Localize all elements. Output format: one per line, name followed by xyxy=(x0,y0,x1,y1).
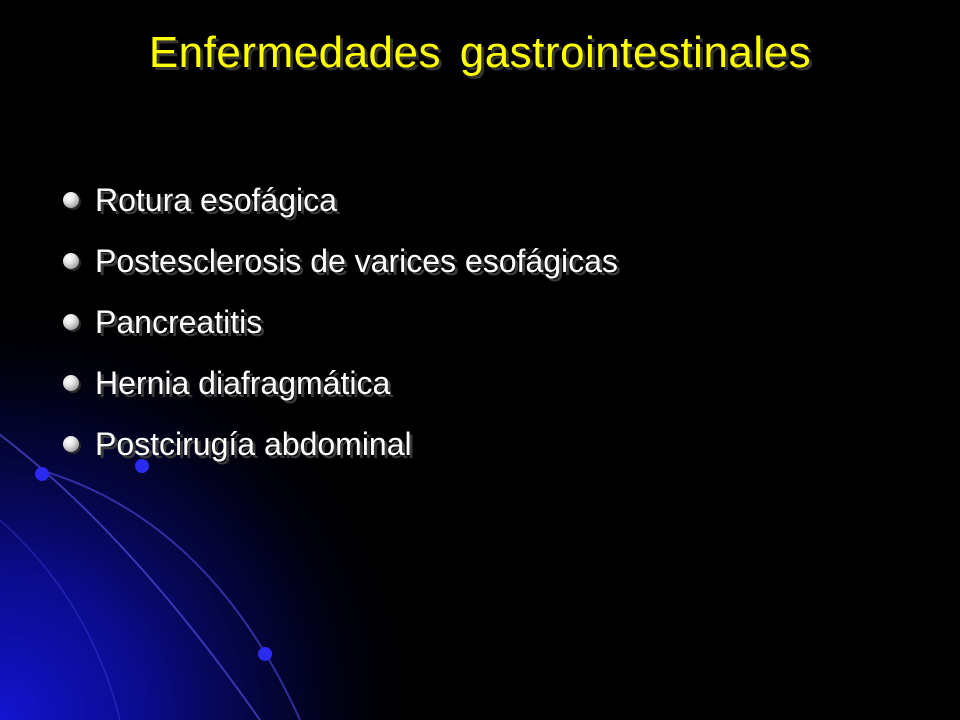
bullet-item xyxy=(60,420,618,481)
slide-title: Enfermedades gastrointestinales xyxy=(148,28,812,77)
bullet-circle-icon xyxy=(63,375,79,391)
bullet-text: Hernia diafragmática xyxy=(95,365,391,401)
decor-dot-3 xyxy=(258,647,272,661)
bullet-item xyxy=(60,298,618,359)
bullet-list xyxy=(60,176,618,481)
decor-dot-1 xyxy=(35,467,49,481)
bullet-item xyxy=(60,176,618,237)
bullet-circle-icon xyxy=(63,314,79,330)
bullet-text: Postcirugía abdominal xyxy=(95,426,412,462)
bullet-text: Pancreatitis xyxy=(95,304,263,340)
bullet-text: Postesclerosis de varices esofágicas xyxy=(95,243,618,279)
bullet-circle-icon xyxy=(63,192,79,208)
bullet-circle-icon xyxy=(63,253,79,269)
bullet-item xyxy=(60,237,618,298)
bullet-text: Rotura esofágica xyxy=(95,182,337,218)
bullet-item xyxy=(60,359,618,420)
bullet-circle-icon xyxy=(63,436,79,452)
